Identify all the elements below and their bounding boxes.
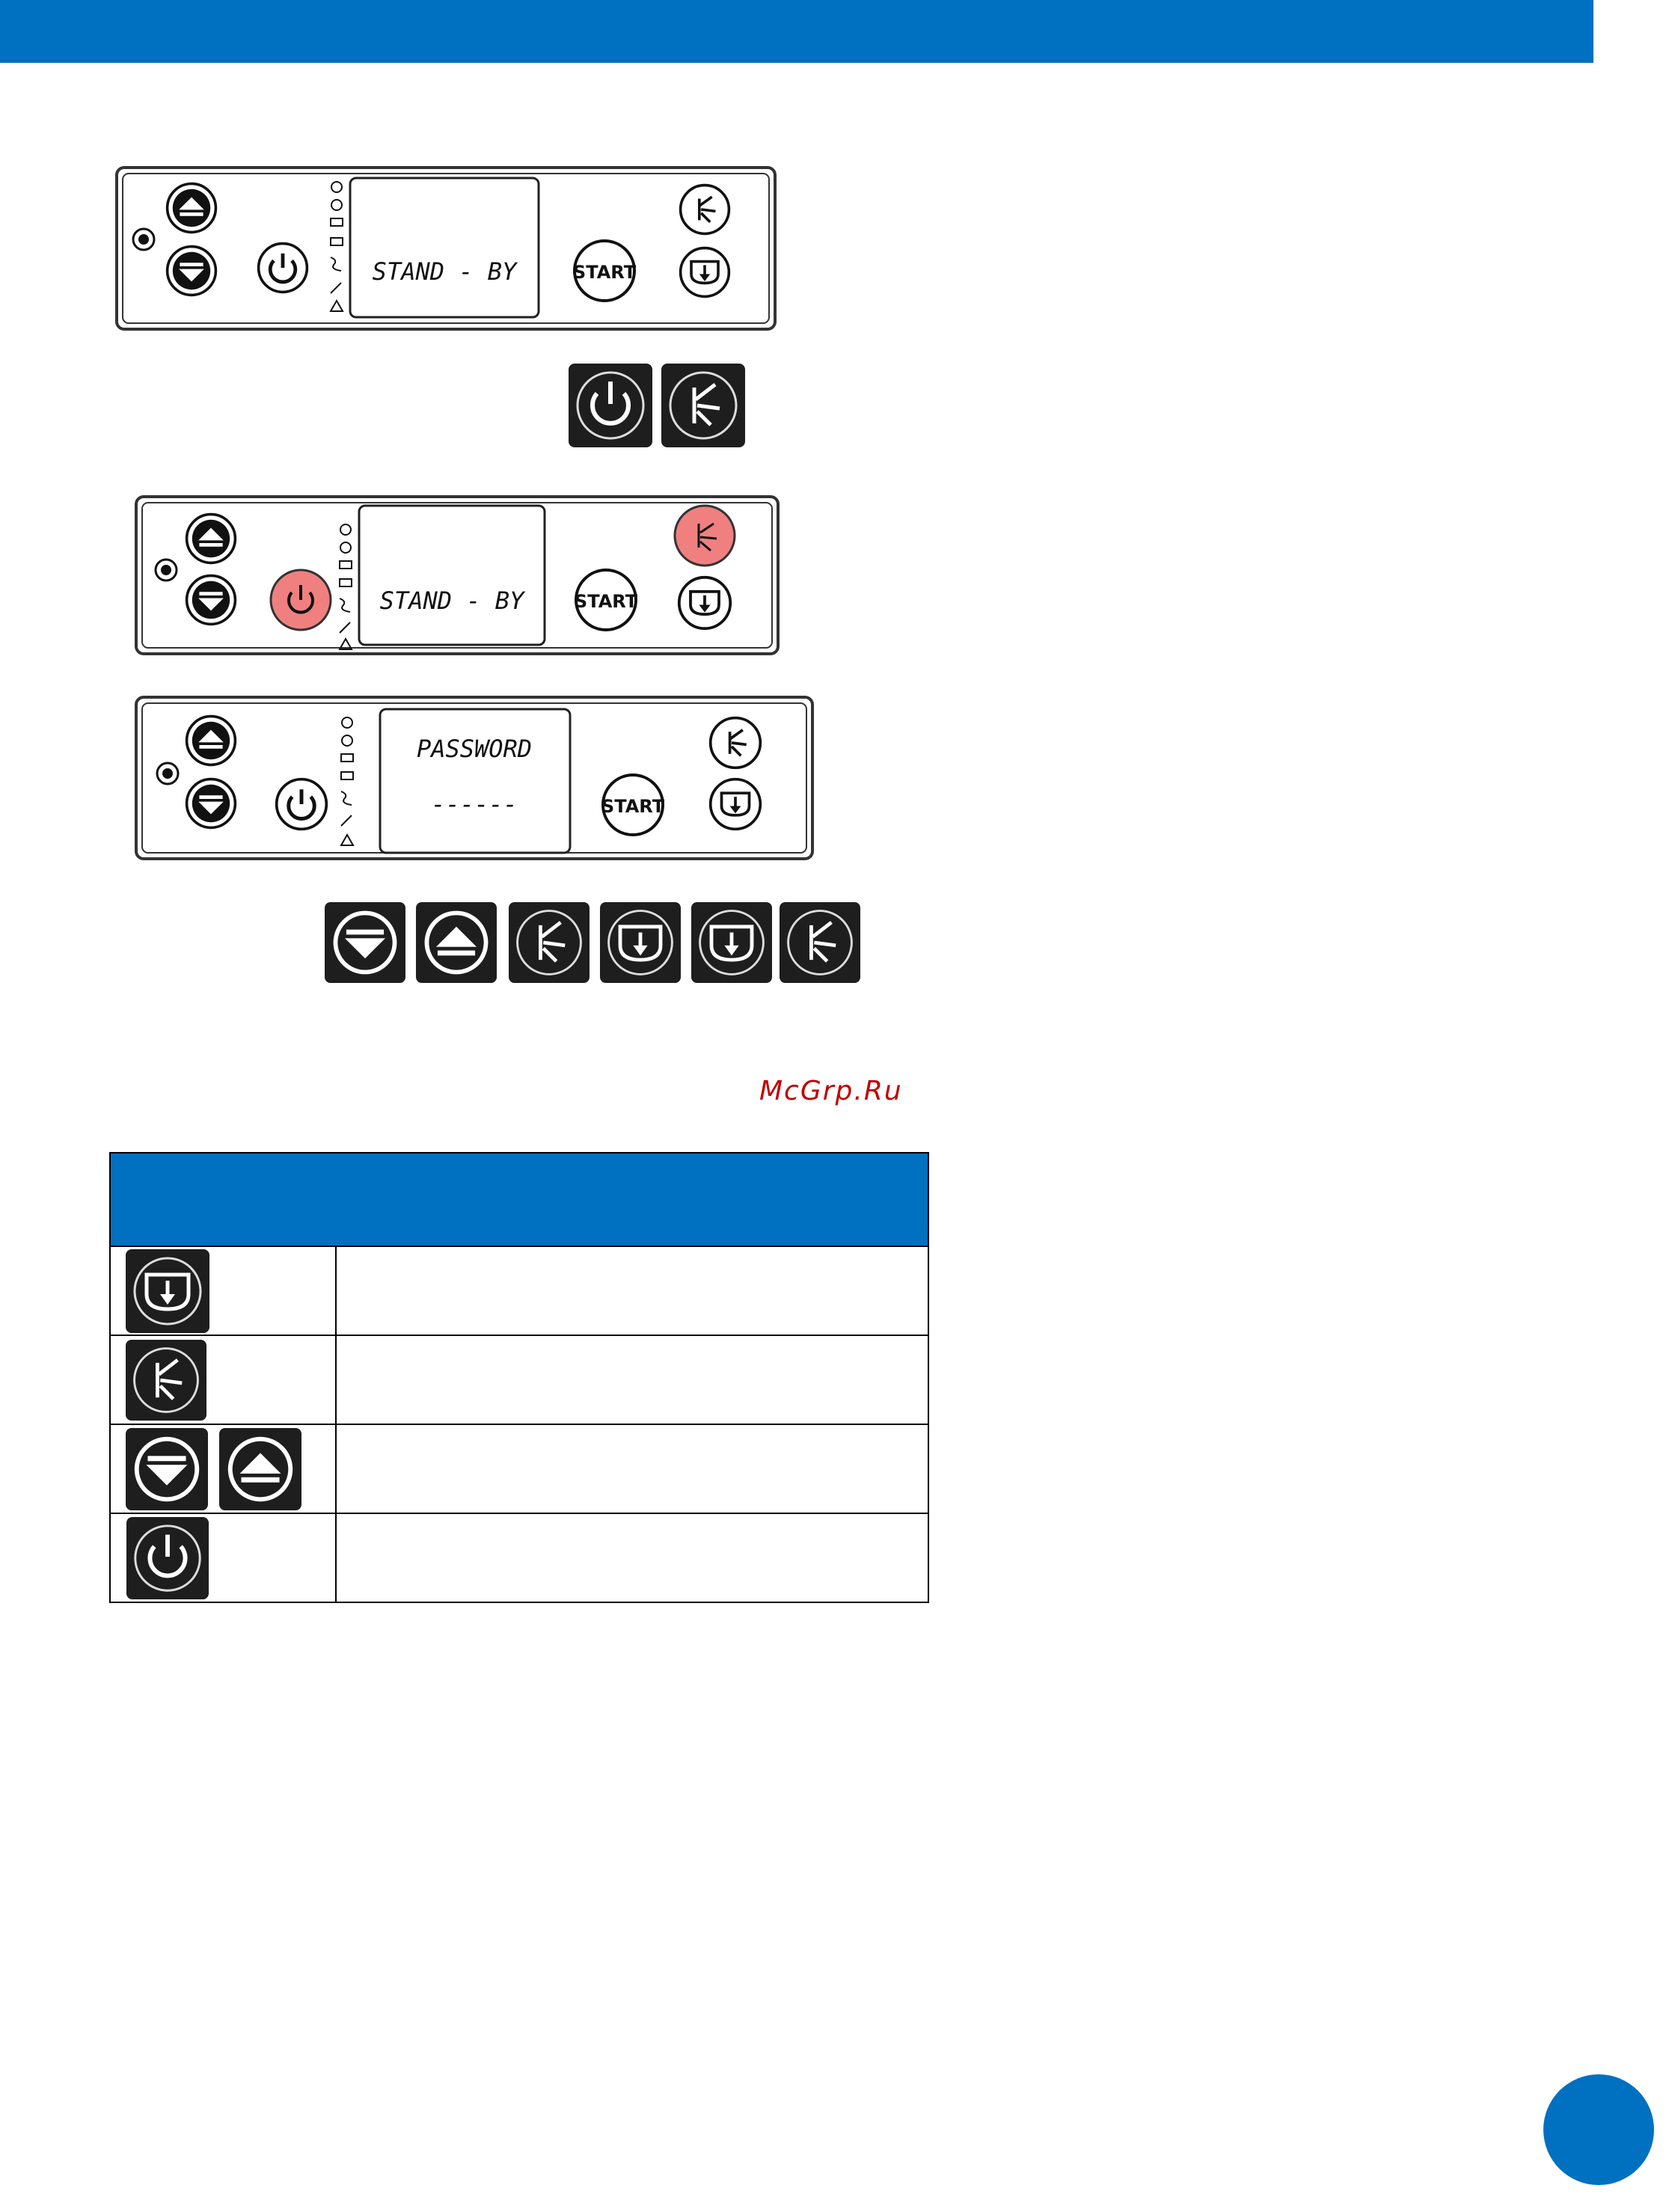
key-sequence [323,901,863,986]
key-description [336,1246,928,1335]
key-description [336,1513,928,1602]
table-row [110,1424,928,1513]
table-row [110,1513,928,1602]
key-description [336,1335,928,1424]
arrow-down-icon [168,247,216,295]
power-icon [126,1517,209,1599]
display-line1: PASSWORD [416,735,533,763]
power-icon [259,244,307,292]
control-panel-standby [115,166,777,331]
start-button-label: START [601,796,665,817]
table-row [110,1335,928,1424]
drain-icon [681,248,729,297]
keys-table-header [110,1153,928,1246]
display-line1: STAND - BY [372,257,517,286]
arrow-up-icon [217,1428,304,1510]
spray-icon [681,186,729,234]
start-button-label: START [572,262,637,283]
key-description [336,1424,928,1513]
table-row [110,1246,928,1335]
control-panel-standby-highlight [135,495,780,655]
watermark: McGrp.Ru [759,1076,903,1106]
page-number-badge [1543,2074,1654,2185]
rinse-spray-icon [126,1340,206,1421]
control-panel-password [135,696,814,860]
keys-table [109,1152,929,1603]
drain-tub-icon [126,1249,209,1333]
arrow-up-icon [168,184,216,233]
header-bar [0,0,1593,63]
display-line2: ------ [431,790,518,818]
start-button-label: START [574,591,638,612]
key-combo-power-spray [569,364,748,449]
display-line1: STAND - BY [379,586,524,615]
arrow-down-icon [126,1428,208,1510]
